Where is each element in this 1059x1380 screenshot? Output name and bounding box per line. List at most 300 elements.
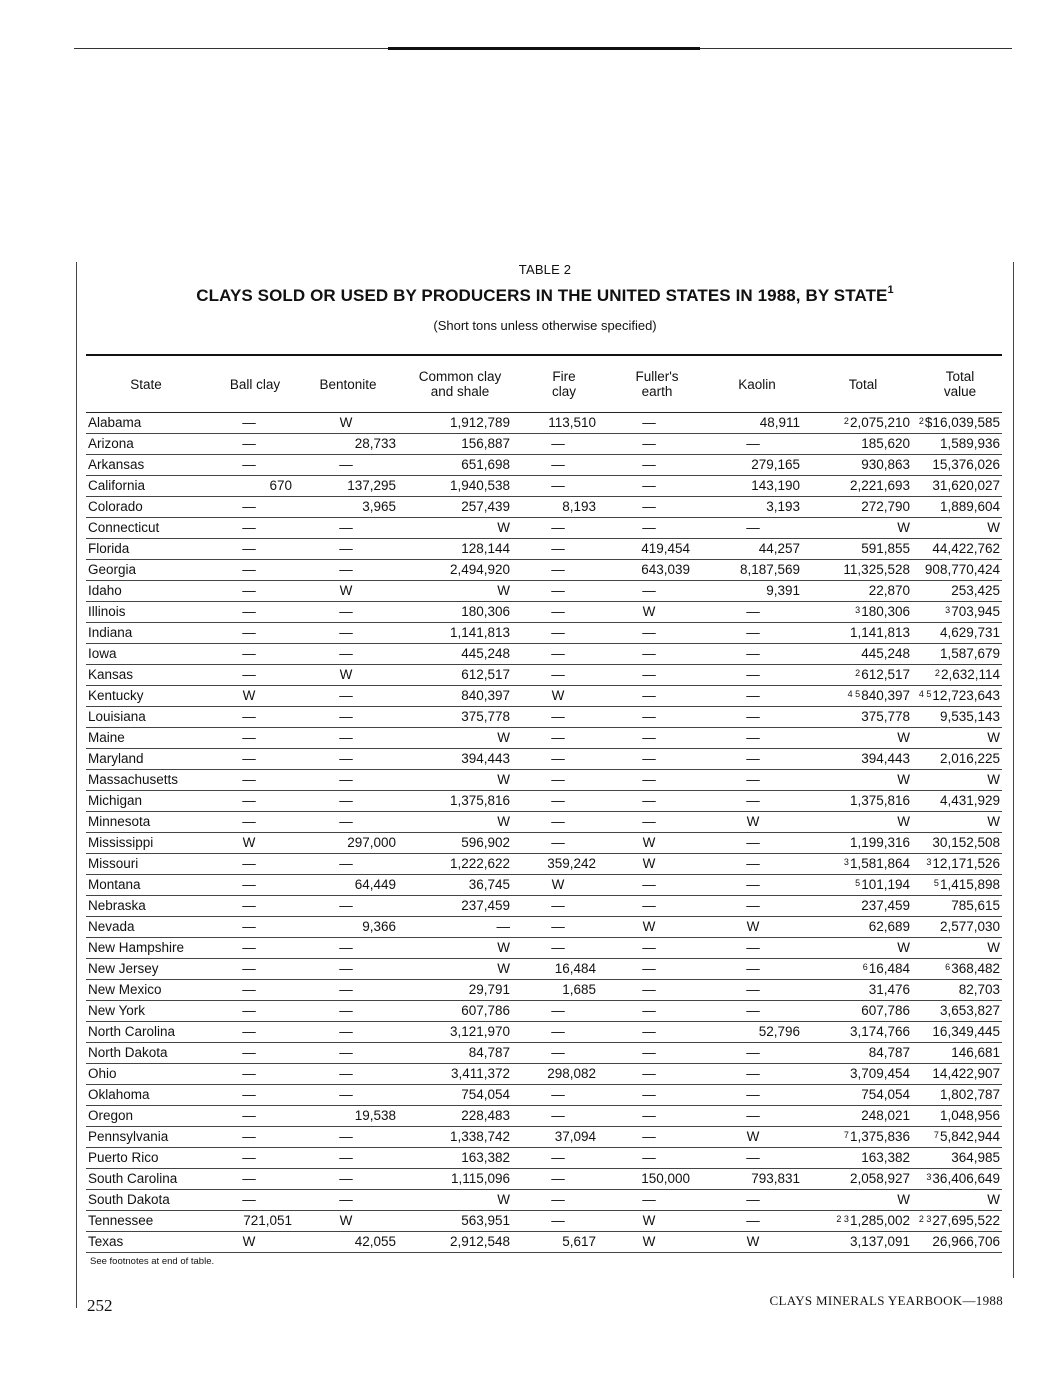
cell-ball — [206, 644, 296, 665]
cell-value: 3,653,827 — [939, 1003, 1000, 1018]
cell-state — [86, 1127, 206, 1148]
cell-ball — [206, 1211, 296, 1232]
cell-bentonite — [296, 938, 400, 959]
cell-total — [808, 917, 918, 938]
cell-ball — [206, 560, 296, 581]
cell-fire — [520, 644, 608, 665]
cell-value: W — [746, 1234, 760, 1249]
cell-fire — [520, 455, 608, 476]
cell-value — [918, 686, 1002, 707]
cell-fire — [520, 1043, 608, 1064]
cell-value: 1,141,813 — [449, 625, 510, 640]
footnote-ref: 2 — [855, 668, 861, 678]
cell-value: 591,855 — [861, 541, 910, 556]
cell-fuller — [608, 560, 706, 581]
cell-value: — — [642, 751, 656, 766]
cell-value: — — [642, 667, 656, 682]
cell-value — [918, 896, 1002, 917]
cell-value: 28,733 — [354, 436, 396, 451]
cell-value: — — [242, 625, 256, 640]
cell-value: W — [242, 1234, 256, 1249]
cell-value: 785,615 — [951, 898, 1000, 913]
cell-value: W — [987, 814, 1000, 829]
cell-value: — — [242, 457, 256, 472]
cell-fuller — [608, 476, 706, 497]
cell-ball — [206, 1106, 296, 1127]
cell-value: 5,617 — [562, 1234, 596, 1249]
cell-value: — — [242, 940, 256, 955]
cell-value: 3,137,091 — [849, 1234, 910, 1249]
cell-state — [86, 602, 206, 623]
cell-total — [808, 665, 918, 686]
cell-value: — — [642, 940, 656, 955]
cell-bentonite — [296, 707, 400, 728]
column-header-state: State — [86, 356, 206, 413]
cell-value: — — [339, 1192, 353, 1207]
cell-value — [918, 1043, 1002, 1064]
cell-value: 143,190 — [751, 478, 800, 493]
cell-bentonite — [296, 896, 400, 917]
cell-total — [808, 518, 918, 539]
cell-fuller — [608, 959, 706, 980]
cell-value: Oklahoma — [88, 1087, 150, 1102]
table-row — [86, 581, 1002, 602]
footnote-ref: 2 3 — [836, 1214, 849, 1224]
cell-common — [400, 875, 520, 896]
table-row — [86, 1169, 1002, 1190]
cell-kaolin — [706, 1022, 808, 1043]
cell-value: New Mexico — [88, 982, 162, 997]
cell-value: — — [339, 646, 353, 661]
cell-value — [918, 455, 1002, 476]
cell-value: 4,431,929 — [939, 793, 1000, 808]
cell-value: — — [242, 1129, 256, 1144]
cell-value: — — [642, 1192, 656, 1207]
table-row — [86, 749, 1002, 770]
footnote-ref: 7 — [843, 1130, 849, 1140]
cell-value: — — [746, 667, 760, 682]
cell-value — [918, 875, 1002, 896]
table-row — [86, 665, 1002, 686]
cell-value: 1,589,936 — [939, 436, 1000, 451]
cell-value: — — [242, 1003, 256, 1018]
cell-value: 359,242 — [547, 856, 596, 871]
cell-fire — [520, 602, 608, 623]
cell-value: 1,375,816 — [449, 793, 510, 808]
cell-value: Maine — [88, 730, 125, 745]
cell-value: — — [642, 961, 656, 976]
table-row — [86, 602, 1002, 623]
cell-value: W — [642, 604, 656, 619]
footnote-ref: 5 — [933, 878, 939, 888]
cell-common — [400, 644, 520, 665]
cell-fire — [520, 539, 608, 560]
footnote-ref: 2 — [918, 416, 924, 426]
cell-value: — — [339, 1003, 353, 1018]
cell-kaolin — [706, 644, 808, 665]
cell-ball — [206, 1190, 296, 1211]
cell-total — [808, 686, 918, 707]
running-footer: CLAYS MINERALS YEARBOOK—1988 — [769, 1293, 1003, 1308]
cell-value: — — [746, 604, 760, 619]
footnote-ref: 4 5 — [847, 689, 861, 699]
cell-common — [400, 938, 520, 959]
cell-value: — — [746, 1003, 760, 1018]
cell-fire — [520, 1127, 608, 1148]
cell-value: 375,778 — [461, 709, 510, 724]
cell-fire — [520, 854, 608, 875]
cell-value: 279,165 — [751, 457, 800, 472]
cell-state — [86, 686, 206, 707]
table-row — [86, 1085, 1002, 1106]
cell-kaolin — [706, 749, 808, 770]
cell-ball — [206, 812, 296, 833]
table-row — [86, 707, 1002, 728]
cell-ball — [206, 833, 296, 854]
cell-total — [808, 1064, 918, 1085]
cell-value: $16,039,585 — [924, 415, 1000, 430]
footnote-ref: 3 — [926, 1172, 932, 1182]
cell-ball — [206, 896, 296, 917]
cell-fire — [520, 875, 608, 896]
cell-value: — — [551, 1087, 565, 1102]
cell-value: 930,863 — [861, 457, 910, 472]
cell-common — [400, 812, 520, 833]
column-header-ball-clay: Ball clay — [206, 356, 296, 413]
table-subtitle: (Short tons unless otherwise specified) — [433, 318, 657, 333]
cell-ball — [206, 959, 296, 980]
cell-value: W — [642, 835, 656, 850]
left-frame-rule — [76, 262, 77, 1308]
cell-value: 44,422,762 — [932, 541, 1000, 556]
cell-kaolin — [706, 665, 808, 686]
cell-state — [86, 518, 206, 539]
cell-common — [400, 959, 520, 980]
cell-state — [86, 938, 206, 959]
cell-value: 754,054 — [861, 1087, 910, 1102]
cell-value: 754,054 — [461, 1087, 510, 1102]
cell-total — [808, 770, 918, 791]
cell-value — [918, 1064, 1002, 1085]
cell-value: — — [242, 814, 256, 829]
cell-value: — — [642, 499, 656, 514]
cell-fuller — [608, 728, 706, 749]
cell-value: — — [551, 793, 565, 808]
cell-value — [918, 1106, 1002, 1127]
cell-value: — — [551, 667, 565, 682]
cell-fuller — [608, 812, 706, 833]
table-row — [86, 434, 1002, 455]
cell-value: — — [551, 1171, 565, 1186]
cell-ball — [206, 1148, 296, 1169]
cell-value: — — [551, 646, 565, 661]
cell-value: — — [746, 751, 760, 766]
table-row — [86, 1211, 1002, 1232]
cell-value — [918, 560, 1002, 581]
cell-value: South Dakota — [88, 1192, 170, 1207]
cell-value: 113,510 — [548, 415, 596, 430]
cell-value: W — [497, 730, 510, 745]
cell-common — [400, 602, 520, 623]
table-row — [86, 854, 1002, 875]
cell-value: Maryland — [88, 751, 144, 766]
cell-kaolin — [706, 455, 808, 476]
cell-bentonite — [296, 1148, 400, 1169]
cell-value: — — [242, 751, 256, 766]
cell-state — [86, 644, 206, 665]
cell-value: — — [242, 646, 256, 661]
footnote-ref: 2 3 — [918, 1214, 932, 1224]
cell-bentonite — [296, 518, 400, 539]
table-row — [86, 770, 1002, 791]
cell-value: Puerto Rico — [88, 1150, 159, 1165]
cell-bentonite — [296, 791, 400, 812]
cell-state — [86, 1148, 206, 1169]
cell-total — [808, 791, 918, 812]
cell-common — [400, 980, 520, 1001]
cell-value: 1,285,002 — [849, 1213, 910, 1228]
cell-value: — — [242, 1150, 256, 1165]
cell-common — [400, 497, 520, 518]
footnote-ref: 6 — [862, 962, 868, 972]
cell-value: — — [551, 835, 565, 850]
top-rule-accent — [388, 47, 700, 50]
cell-value: — — [642, 898, 656, 913]
cell-value: — — [746, 877, 760, 892]
cell-common — [400, 1106, 520, 1127]
cell-value: — — [642, 877, 656, 892]
cell-total — [808, 833, 918, 854]
cell-value: — — [746, 856, 760, 871]
cell-value: — — [242, 562, 256, 577]
cell-value: — — [339, 625, 353, 640]
cell-value: 84,787 — [868, 1045, 910, 1060]
cell-value: — — [551, 1150, 565, 1165]
cell-value: — — [339, 1024, 353, 1039]
cell-fuller — [608, 1064, 706, 1085]
cell-value: — — [339, 793, 353, 808]
table-row — [86, 1022, 1002, 1043]
cell-total — [808, 1001, 918, 1022]
cell-value: 5,842,944 — [939, 1129, 1000, 1144]
cell-value: Idaho — [88, 583, 122, 598]
footnote-ref: 3 — [843, 857, 849, 867]
cell-value: 31,476 — [868, 982, 910, 997]
cell-value: 840,397 — [861, 688, 910, 703]
cell-value: — — [551, 541, 565, 556]
cell-value: — — [242, 1024, 256, 1039]
table-row — [86, 1106, 1002, 1127]
table-row — [86, 1232, 1002, 1253]
cell-fire — [520, 749, 608, 770]
cell-value: 180,306 — [461, 604, 510, 619]
cell-state — [86, 413, 206, 434]
cell-value: — — [551, 919, 565, 934]
cell-kaolin — [706, 1064, 808, 1085]
cell-value: 612,517 — [861, 667, 910, 682]
cell-common — [400, 1232, 520, 1253]
cell-value: — — [642, 709, 656, 724]
cell-common — [400, 518, 520, 539]
cell-fuller — [608, 413, 706, 434]
cell-value: — — [339, 709, 353, 724]
cell-fuller — [608, 1190, 706, 1211]
cell-value: W — [642, 1213, 656, 1228]
cell-value: Missouri — [88, 856, 139, 871]
cell-total — [808, 455, 918, 476]
cell-value: 82,703 — [958, 982, 1000, 997]
cell-bentonite — [296, 1127, 400, 1148]
cell-value: W — [987, 730, 1000, 745]
cell-value: 37,094 — [554, 1129, 596, 1144]
cell-total — [808, 812, 918, 833]
cell-value: W — [897, 814, 910, 829]
cell-total — [808, 581, 918, 602]
cell-bentonite — [296, 476, 400, 497]
cell-fuller — [608, 1148, 706, 1169]
cell-value: — — [746, 772, 760, 787]
cell-value: — — [242, 436, 256, 451]
cell-fire — [520, 791, 608, 812]
column-header-fullers-earth: Fuller's earth — [608, 356, 706, 413]
cell-value: 253,425 — [951, 583, 1000, 598]
cell-fuller — [608, 749, 706, 770]
cell-total — [808, 1232, 918, 1253]
cell-bentonite — [296, 455, 400, 476]
cell-fire — [520, 833, 608, 854]
cell-fire — [520, 812, 608, 833]
cell-total — [808, 707, 918, 728]
cell-bentonite — [296, 686, 400, 707]
footnote-ref: 6 — [945, 962, 951, 972]
footnote-ref: 5 — [855, 878, 861, 888]
cell-fuller — [608, 1106, 706, 1127]
cell-fire — [520, 686, 608, 707]
cell-value: 607,786 — [861, 1003, 910, 1018]
cell-value: — — [339, 1045, 353, 1060]
cell-value: W — [897, 520, 910, 535]
cell-total — [808, 854, 918, 875]
cell-value: 2,016,225 — [939, 751, 1000, 766]
cell-ball — [206, 686, 296, 707]
cell-value: — — [551, 562, 565, 577]
cell-value: 228,483 — [461, 1108, 510, 1123]
cell-bentonite — [296, 413, 400, 434]
cell-value: Louisiana — [88, 709, 146, 724]
cell-common — [400, 1022, 520, 1043]
table-row — [86, 539, 1002, 560]
cell-ball — [206, 917, 296, 938]
cell-value — [918, 665, 1002, 686]
cell-value: 163,382 — [461, 1150, 510, 1165]
cell-value: W — [746, 814, 760, 829]
cell-value: — — [242, 772, 256, 787]
table-row — [86, 1001, 1002, 1022]
cell-value: 3,965 — [362, 499, 396, 514]
cell-common — [400, 854, 520, 875]
table-row — [86, 1064, 1002, 1085]
cell-total — [808, 1190, 918, 1211]
cell-value — [918, 476, 1002, 497]
cell-value: — — [642, 793, 656, 808]
cell-total — [808, 1043, 918, 1064]
cell-total — [808, 959, 918, 980]
page-number: 252 — [87, 1296, 113, 1315]
cell-kaolin — [706, 602, 808, 623]
cell-total — [808, 560, 918, 581]
cell-value: 612,517 — [461, 667, 510, 682]
cell-kaolin — [706, 623, 808, 644]
cell-fuller — [608, 875, 706, 896]
table-row — [86, 560, 1002, 581]
footnote-ref: 4 5 — [918, 689, 932, 699]
cell-value: W — [746, 1129, 760, 1144]
cell-value: — — [242, 730, 256, 745]
table-header-row — [86, 356, 1002, 413]
cell-bentonite — [296, 1106, 400, 1127]
cell-value: 16,349,445 — [932, 1024, 1000, 1039]
cell-fuller — [608, 1169, 706, 1190]
cell-value: 2,075,210 — [849, 415, 910, 430]
table-title — [0, 286, 1059, 306]
table-row — [86, 875, 1002, 896]
cell-ball — [206, 1043, 296, 1064]
cell-value: — — [339, 457, 353, 472]
table-row — [86, 791, 1002, 812]
cell-ball — [206, 854, 296, 875]
cell-value: 36,406,649 — [932, 1171, 1000, 1186]
cell-common — [400, 1043, 520, 1064]
cell-value: W — [642, 1234, 656, 1249]
cell-common — [400, 1064, 520, 1085]
cell-value: Florida — [88, 541, 130, 556]
cell-value: 1,802,787 — [939, 1087, 1000, 1102]
cell-value: 1,587,679 — [939, 646, 1000, 661]
cell-value: — — [339, 982, 353, 997]
cell-value: Colorado — [88, 499, 143, 514]
cell-common — [400, 1148, 520, 1169]
cell-total — [808, 1085, 918, 1106]
cell-value — [918, 917, 1002, 938]
cell-value: — — [339, 1129, 353, 1144]
cell-fuller — [608, 791, 706, 812]
cell-value: 445,248 — [461, 646, 510, 661]
cell-value: 84,787 — [468, 1045, 510, 1060]
cell-state — [86, 1085, 206, 1106]
cell-fuller — [608, 896, 706, 917]
cell-value: W — [987, 772, 1000, 787]
cell-value — [918, 980, 1002, 1001]
cell-value: 8,193 — [562, 499, 596, 514]
cell-state — [86, 1190, 206, 1211]
cell-state — [86, 1043, 206, 1064]
cell-value: 298,082 — [547, 1066, 596, 1081]
cell-value: 2,577,030 — [939, 919, 1000, 934]
cell-value: Connecticut — [88, 520, 160, 535]
table-row — [86, 833, 1002, 854]
cell-value: W — [551, 688, 565, 703]
cell-kaolin — [706, 917, 808, 938]
cell-value: 1,048,956 — [939, 1108, 1000, 1123]
cell-value: 703,945 — [951, 604, 1000, 619]
table-row — [86, 623, 1002, 644]
cell-fire — [520, 959, 608, 980]
cell-fire — [520, 413, 608, 434]
cell-value: — — [642, 1087, 656, 1102]
cell-state — [86, 749, 206, 770]
cell-ball — [206, 518, 296, 539]
cell-value: W — [987, 1192, 1000, 1207]
